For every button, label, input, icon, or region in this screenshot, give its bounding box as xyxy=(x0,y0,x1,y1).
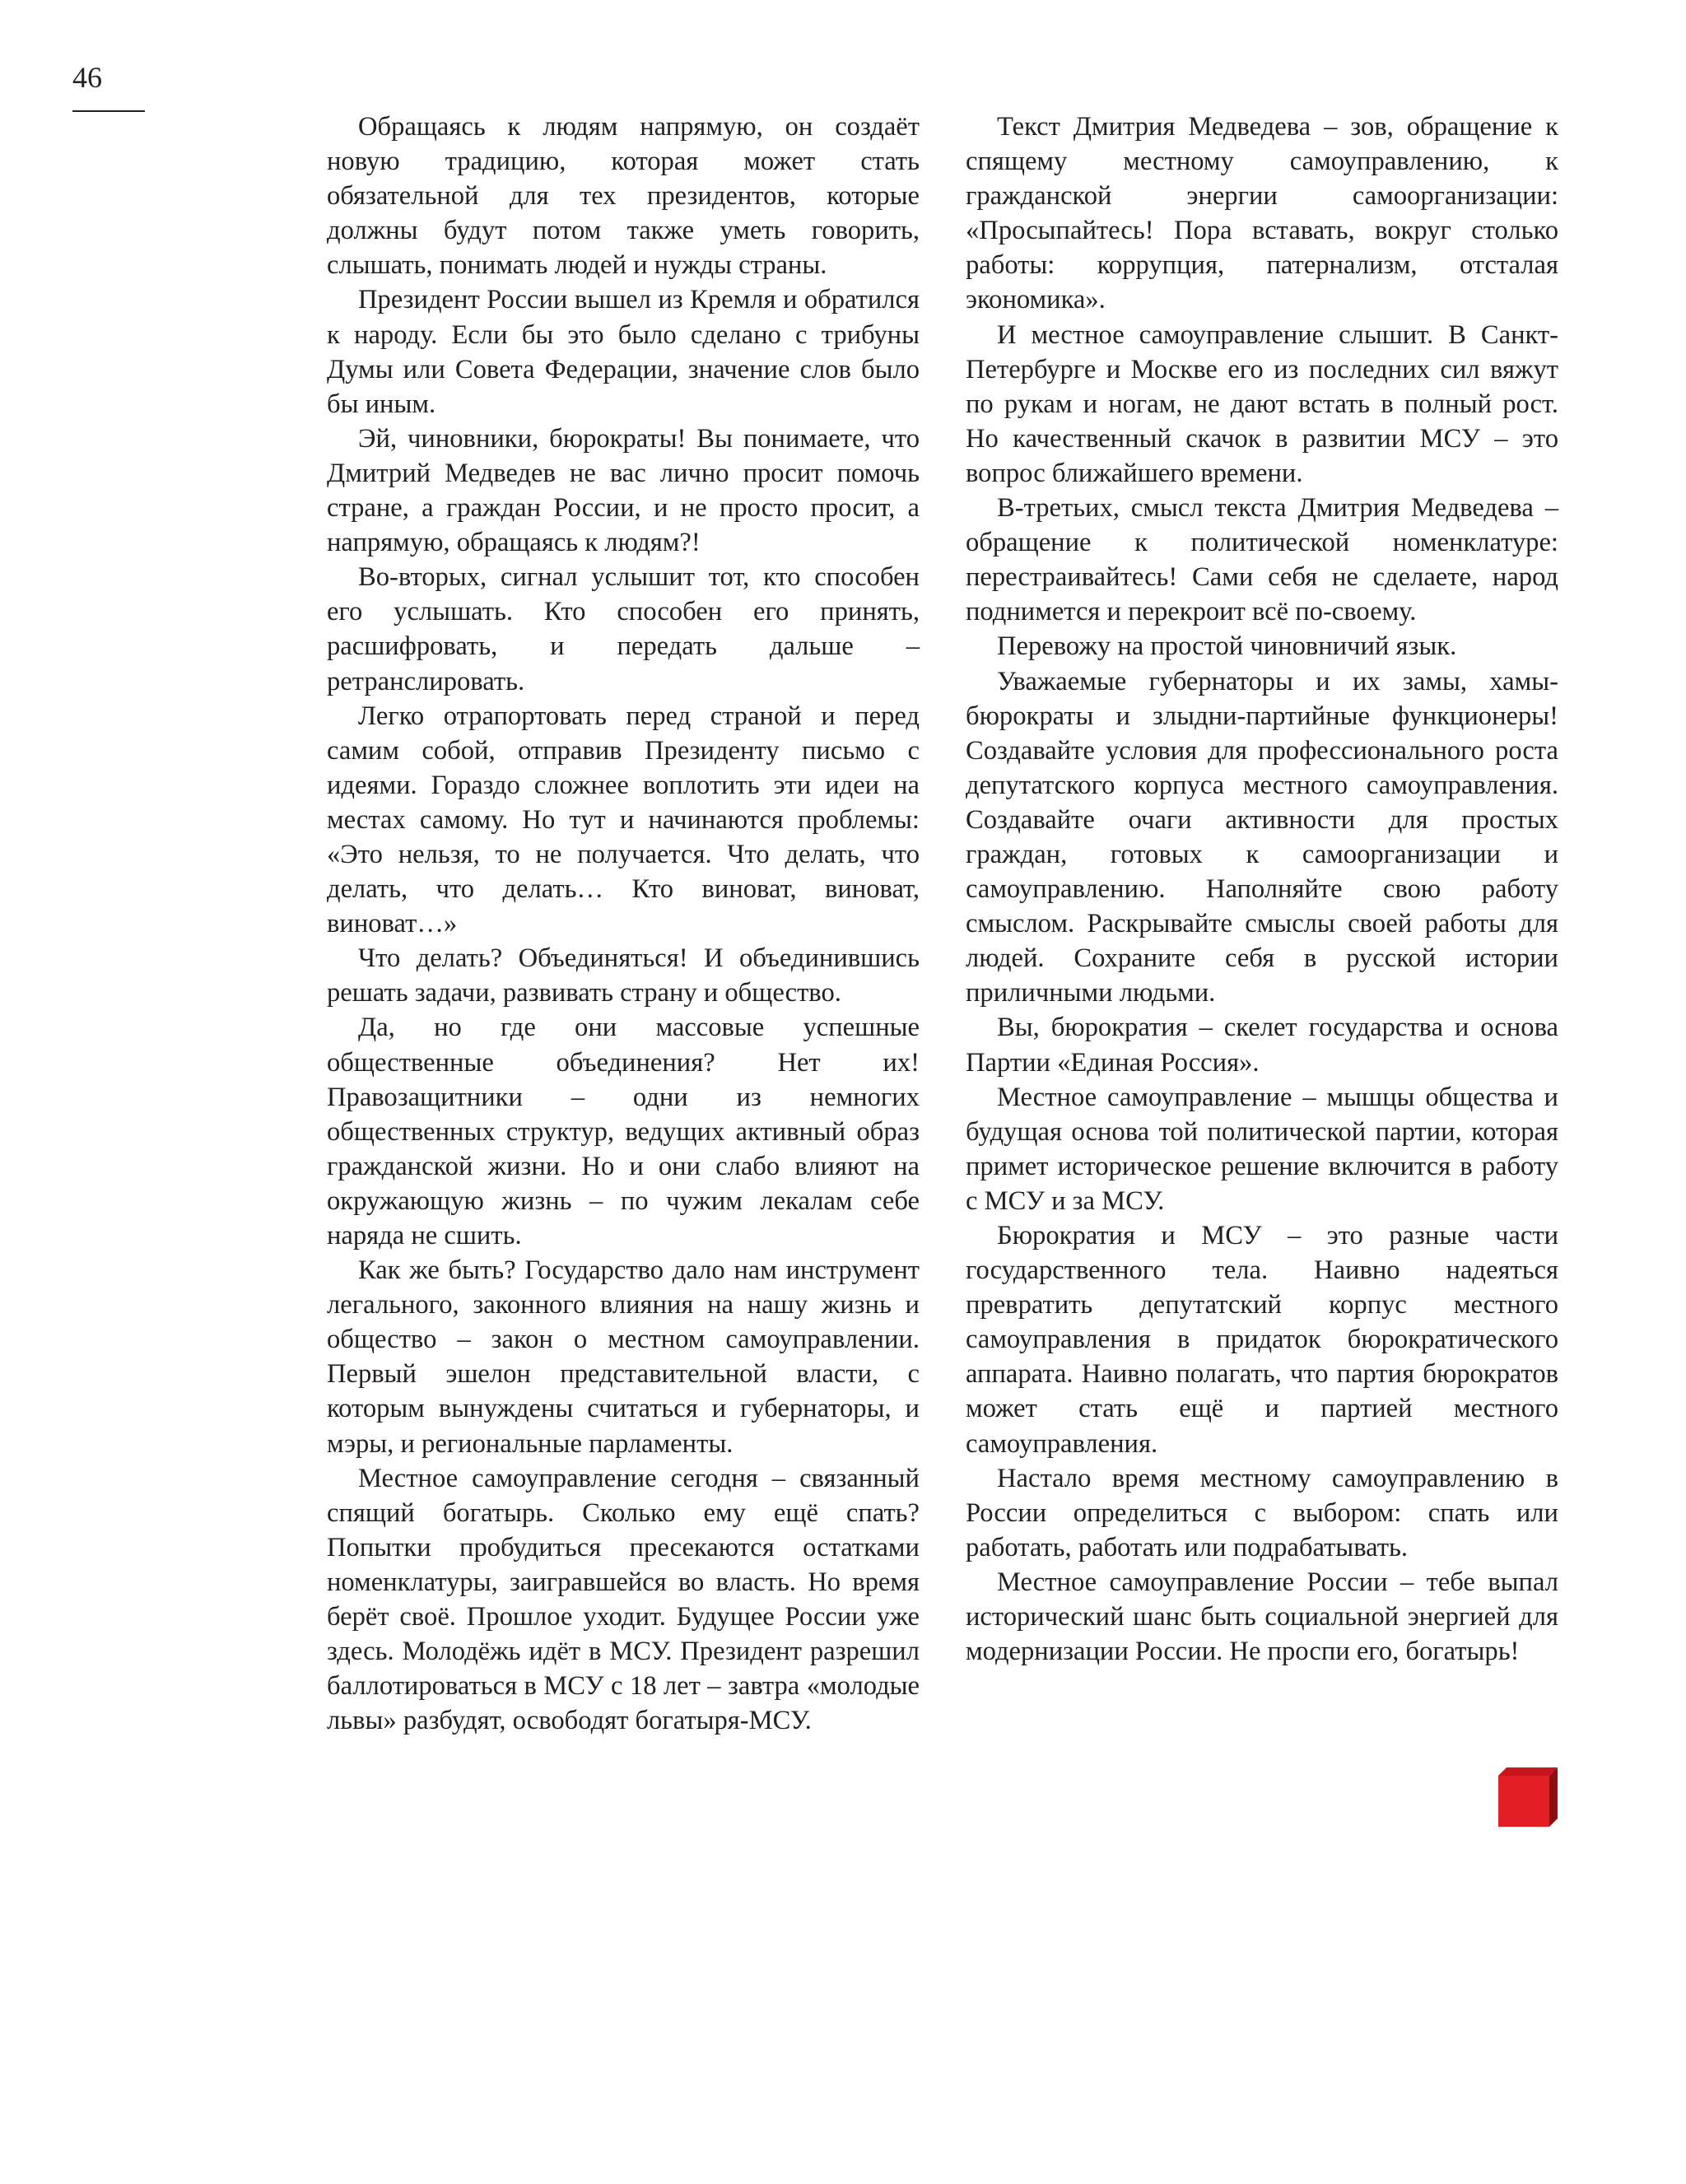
paragraph: Что делать? Объединяться! И объединившись решать задачи, развивать страну и общество. xyxy=(327,943,920,1008)
paragraph: Местное самоуправление России – тебе выпал исторический шанс быть социальной энергией для модернизации России. Не проспи его, богатырь! xyxy=(966,1567,1558,1667)
paragraph: Да, но где они массовые успешные общественные объединения? Нет их! Правозащитники – одни из немногих общественных структур, ведущих активный образ гражданской жизни. Но и они слабо влияют на окружающую жизнь – по чужим лекалам себе наряда не сшить. xyxy=(327,1013,920,1250)
paragraph: Уважаемые губернаторы и их замы, хамы-бюрократы и злыдни-партийные функционеры! Создавайте условия для профессионального роста депутатского корпуса местного самоуправления. Создавайте очаги активности для простых граждан, готовых к самоорганизации и самоуправлению. Наполняйте свою работу смыслом. Раскрывайте смыслы своей работы для людей. Сохраните себя в русской истории приличными людьми. xyxy=(966,666,1558,1008)
paragraph: В-третьих, смысл текста Дмитрия Медведева – обращение к политической номенклатуре: перестраивайтесь! Сами себя не сделаете, народ поднимется и перекроит всё по-своему. xyxy=(966,493,1558,627)
paragraph: Бюрократия и МСУ – это разные части государственного тела. Наивно надеяться превратить депутатский корпус местного самоуправления в придаток бюрократического аппарата. Наивно полагать, что партия бюрократов может стать ещё и партией местного самоуправления. xyxy=(966,1221,1558,1459)
cube-side-face xyxy=(1549,1767,1558,1827)
paragraph: Настало время местному самоуправлению в России определиться с выбором: спать или работать, работать или подрабатывать. xyxy=(966,1463,1558,1562)
paragraph: Перевожу на простой чиновничий язык. xyxy=(997,631,1457,662)
red-cube-icon xyxy=(1498,1767,1558,1827)
paragraph: Местное самоуправление сегодня – связанный спящий богатырь. Сколько ему ещё спать? Попытки пробудиться пресекаются остатками номенклатуры, заигравшейся во власть. Но время берёт своё. Прошлое уходит. Будущее России уже здесь. Молодёжь идёт в МСУ. Президент разрешил баллотироваться в МСУ с 18 лет – завтра «молодые львы» разбудят, освободят богатыря-МСУ. xyxy=(327,1463,920,1736)
paragraph: Текст Дмитрия Медведева – зов, обращение к спящему местному самоуправлению, к гражданской энергии самоорганизации: «Просыпайтесь! Пора вставать, вокруг столько работы: коррупция, патернализм, отсталая экономика». xyxy=(966,112,1558,315)
text-column-left xyxy=(327,109,920,1738)
paragraph: Эй, чиновники, бюрократы! Вы понимаете, что Дмитрий Медведев не вас лично просит помочь стране, а граждан России, и не просто просит, а напрямую, обращаясь к людям?! xyxy=(327,423,920,558)
paragraph: Легко отрапортовать перед страной и перед самим собой, отправив Президенту письмо с идеями. Гораздо сложнее воплотить эти идеи на местах самому. Но тут и начинаются проблемы: «Это нельзя, то не получается. Что делать, что делать, что делать… Кто виноват, виноват, виноват…» xyxy=(327,701,920,939)
paragraph: Как же быть? Государство дало нам инструмент легального, законного влияния на нашу жизнь и общество – закон о местном самоуправлении. Первый эшелон представительной власти, с которым вынуждены считаться и губернаторы, и мэры, и региональные парламенты. xyxy=(327,1255,920,1459)
cube-front-face xyxy=(1498,1776,1549,1827)
text-column-right xyxy=(966,109,1558,1669)
paragraph: Во-вторых, сигнал услышит тот, кто способен его услышать. Кто способен его принять, расшифровать, и передать дальше – ретранслировать. xyxy=(327,562,920,696)
cube-top-face xyxy=(1498,1767,1558,1776)
paragraph: И местное самоуправление слышит. В Санкт-Петербурге и Москве его из последних сил вяжут по рукам и ногам, не дают встать в полный рост. Но качественный скачок в развитии МСУ – это вопрос ближайшего времени. xyxy=(966,319,1558,488)
page-number-rule xyxy=(72,110,145,112)
paragraph: Местное самоуправление – мышцы общества и будущая основа той политической партии, которая примет историческое решение включится в работу с МСУ и за МСУ. xyxy=(966,1082,1558,1216)
page-number: 46 xyxy=(72,61,102,94)
paragraph: Обращаясь к людям напрямую, он создаёт новую традицию, которая может стать обязательной для тех президентов, которые должны будут потом также уметь говорить, слышать, понимать людей и нужды страны. xyxy=(327,112,920,281)
paragraph: Президент России вышел из Кремля и обратился к народу. Если бы это было сделано с трибуны Думы или Совета Федерации, значение слов было бы иным. xyxy=(327,285,920,419)
paragraph: Вы, бюрократия – скелет государства и основа Партии «Единая Россия». xyxy=(966,1013,1558,1078)
